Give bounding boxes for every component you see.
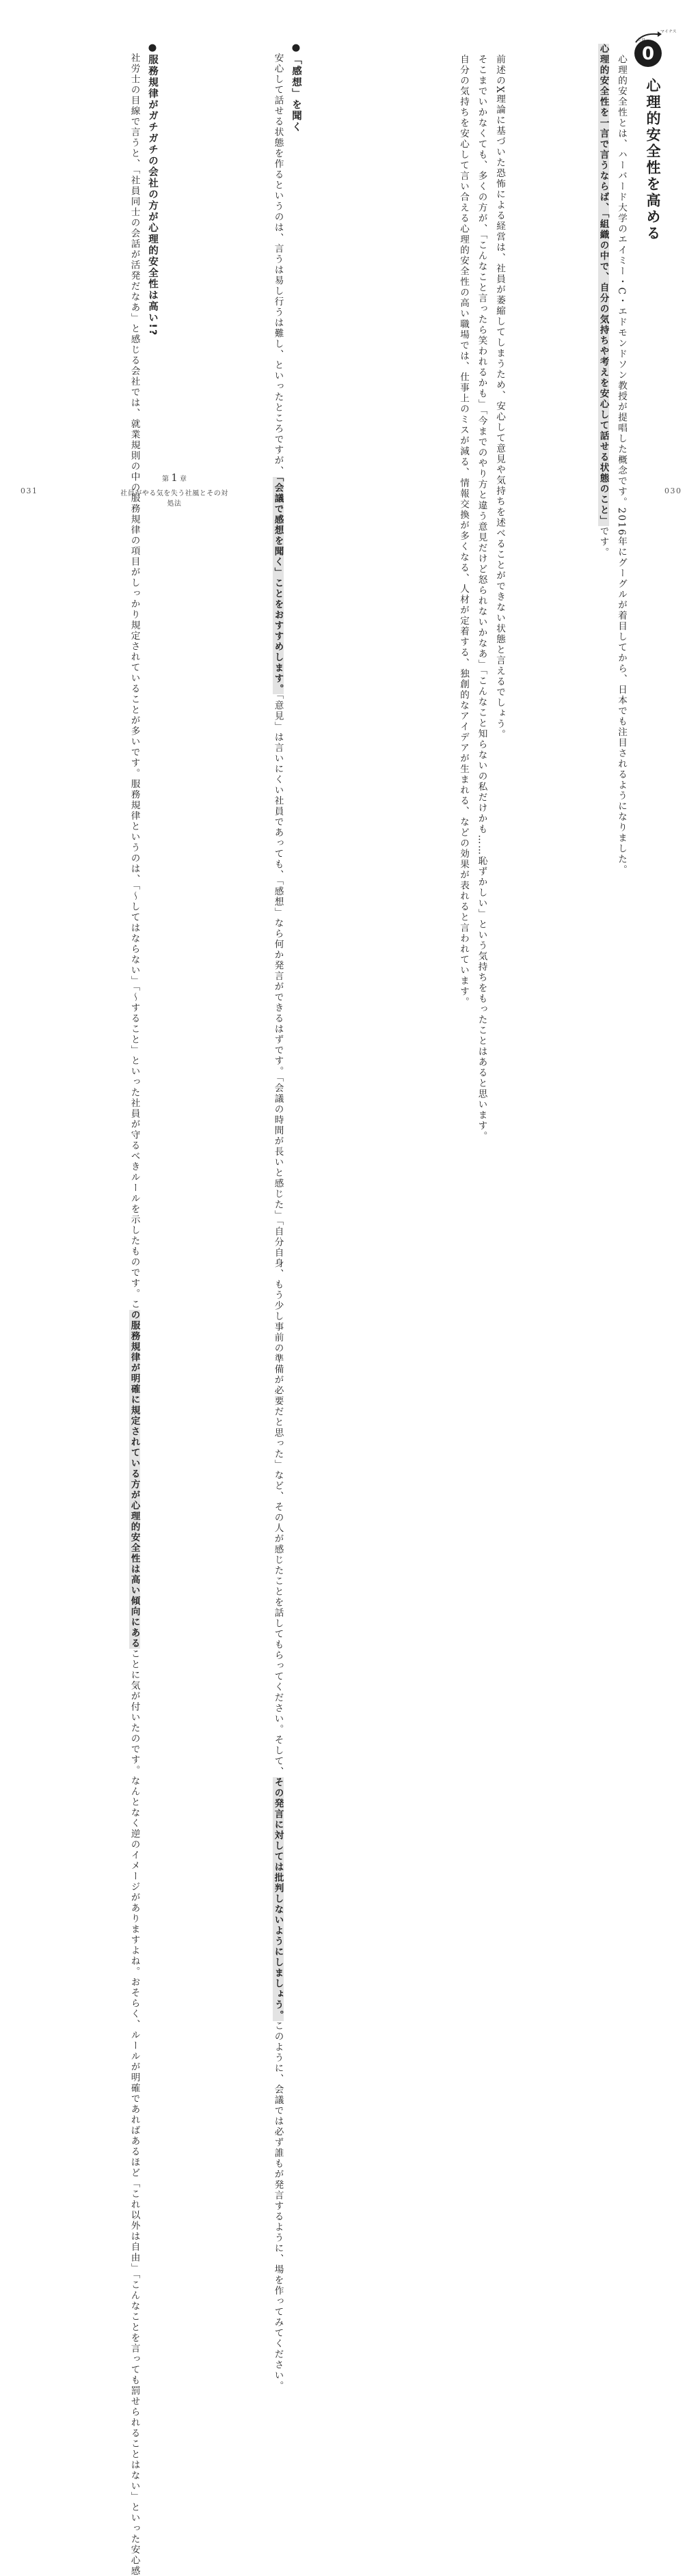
- chapter-title: 社員がやる気を失う社風とその対処法: [120, 490, 228, 508]
- badge-ruby-zero: ゼロ: [637, 38, 646, 42]
- section-title: 心理的安全性を高める: [645, 78, 661, 242]
- highlight-ask-feelings: 「会議で感想を聞く」ことをおすすめします。: [272, 476, 284, 695]
- body-paragraphs: 前述のX理論に基づいた恐怖による経営は、社員が萎縮してしまうため、安心して意見や気持ちを述べることができない状態と言えるでしょう。 そこまでいかなくても、多くの方が、「こんなこと言ったら笑われるかも」「今までのやり方と違う意見だけど怒られないかなあ」「こんなこと知らないの私だけかも……恥ずかしい」という気持ちをもったことはあると思います。 自分の気持ちを安心して言い合える心理的安全性の高い職場では、仕事上のミスが減る、情報交換が多くなる、人材が定着する、独創的なアイデアが生まれる、などの効果が表れると言われています。: [458, 54, 505, 1142]
- chapter-label: 第 1 章: [162, 471, 187, 484]
- page-number-right: 030: [664, 487, 682, 495]
- highlight-no-criticism: その発言に対しては批判しないようにしましょう。: [272, 1777, 284, 2021]
- intro-paragraph: 心理的安全性とは、ハーバード大学のエイミー・C・エドモンドソン教授が提唱した概念です。2016年にグーグルが着目してから、日本でも注目されるようになりました。 心理的安全性を一言で言うならば、「組織の中で、自分の気持ちや考えを安心して話せる状態のこと」です。: [597, 44, 627, 875]
- heading-feelings: ●「感想」を聞く: [291, 42, 301, 133]
- section-discipline: ●服務規律がガチガチの会社の方が心理的安全性は高い!? 社労士の目線で言うと、「社員同士の会話が活発だなあ」と感じる会社では、就業規則の中の服務規律の項目がしっかり規定されていることが多いです。服務規律というのは、「〜してはならない」「〜すること」といった社員が守るべきルールを示したものです。この服務規律が明確に規定されている方が心理的安全性は高い傾向にあることに気が付いたのです。なんとなく逆のイメージがありますよね。おそらく、ルールが明確であればあるほど「これ以外は自由」「こんなことを言っても罰せられることはない」といった安心感: [129, 42, 158, 2576]
- minus-zero-badge: [630, 27, 677, 68]
- section-feelings: ●「感想」を聞く 安心して話せる状態を作るというのは、言うは易し行うは難し、といったところですが、「会議で感想を聞く」ことをおすすめします。「意見」は言いにくい社員であっても、「感想」なら何か発言ができるはずです。「会議の時間が長いと感じた」「自分自身、もう少し事前の準備が必要だと思った」など、その人が感じたことを話してもらってください。そして、その発言に対しては批判しないようにしましょう。このように、会議では必ず誰もが発言するように、場を作ってみてください。: [272, 42, 301, 2392]
- definition-highlight: 心理的安全性を一言で言うならば、「組織の中で、自分の気持ちや考えを安心して話せる状態のこと」: [597, 44, 609, 527]
- heading-discipline: ●服務規律がガチガチの会社の方が心理的安全性は高い!?: [147, 42, 158, 337]
- page-number-left: 031: [21, 487, 38, 495]
- badge-ruby-minus: マイナス: [660, 29, 677, 34]
- intro-text: 心理的安全性とは、ハーバード大学のエイミー・C・エドモンドソン教授が提唱した概念です。2016年にグーグルが着目してから、日本でも注目されるようになりました。: [616, 44, 627, 875]
- highlight-discipline: の服務規律が明確に規定されている方が心理的安全性は高い傾向にある: [129, 1310, 140, 1649]
- badge-number: 0: [641, 44, 655, 64]
